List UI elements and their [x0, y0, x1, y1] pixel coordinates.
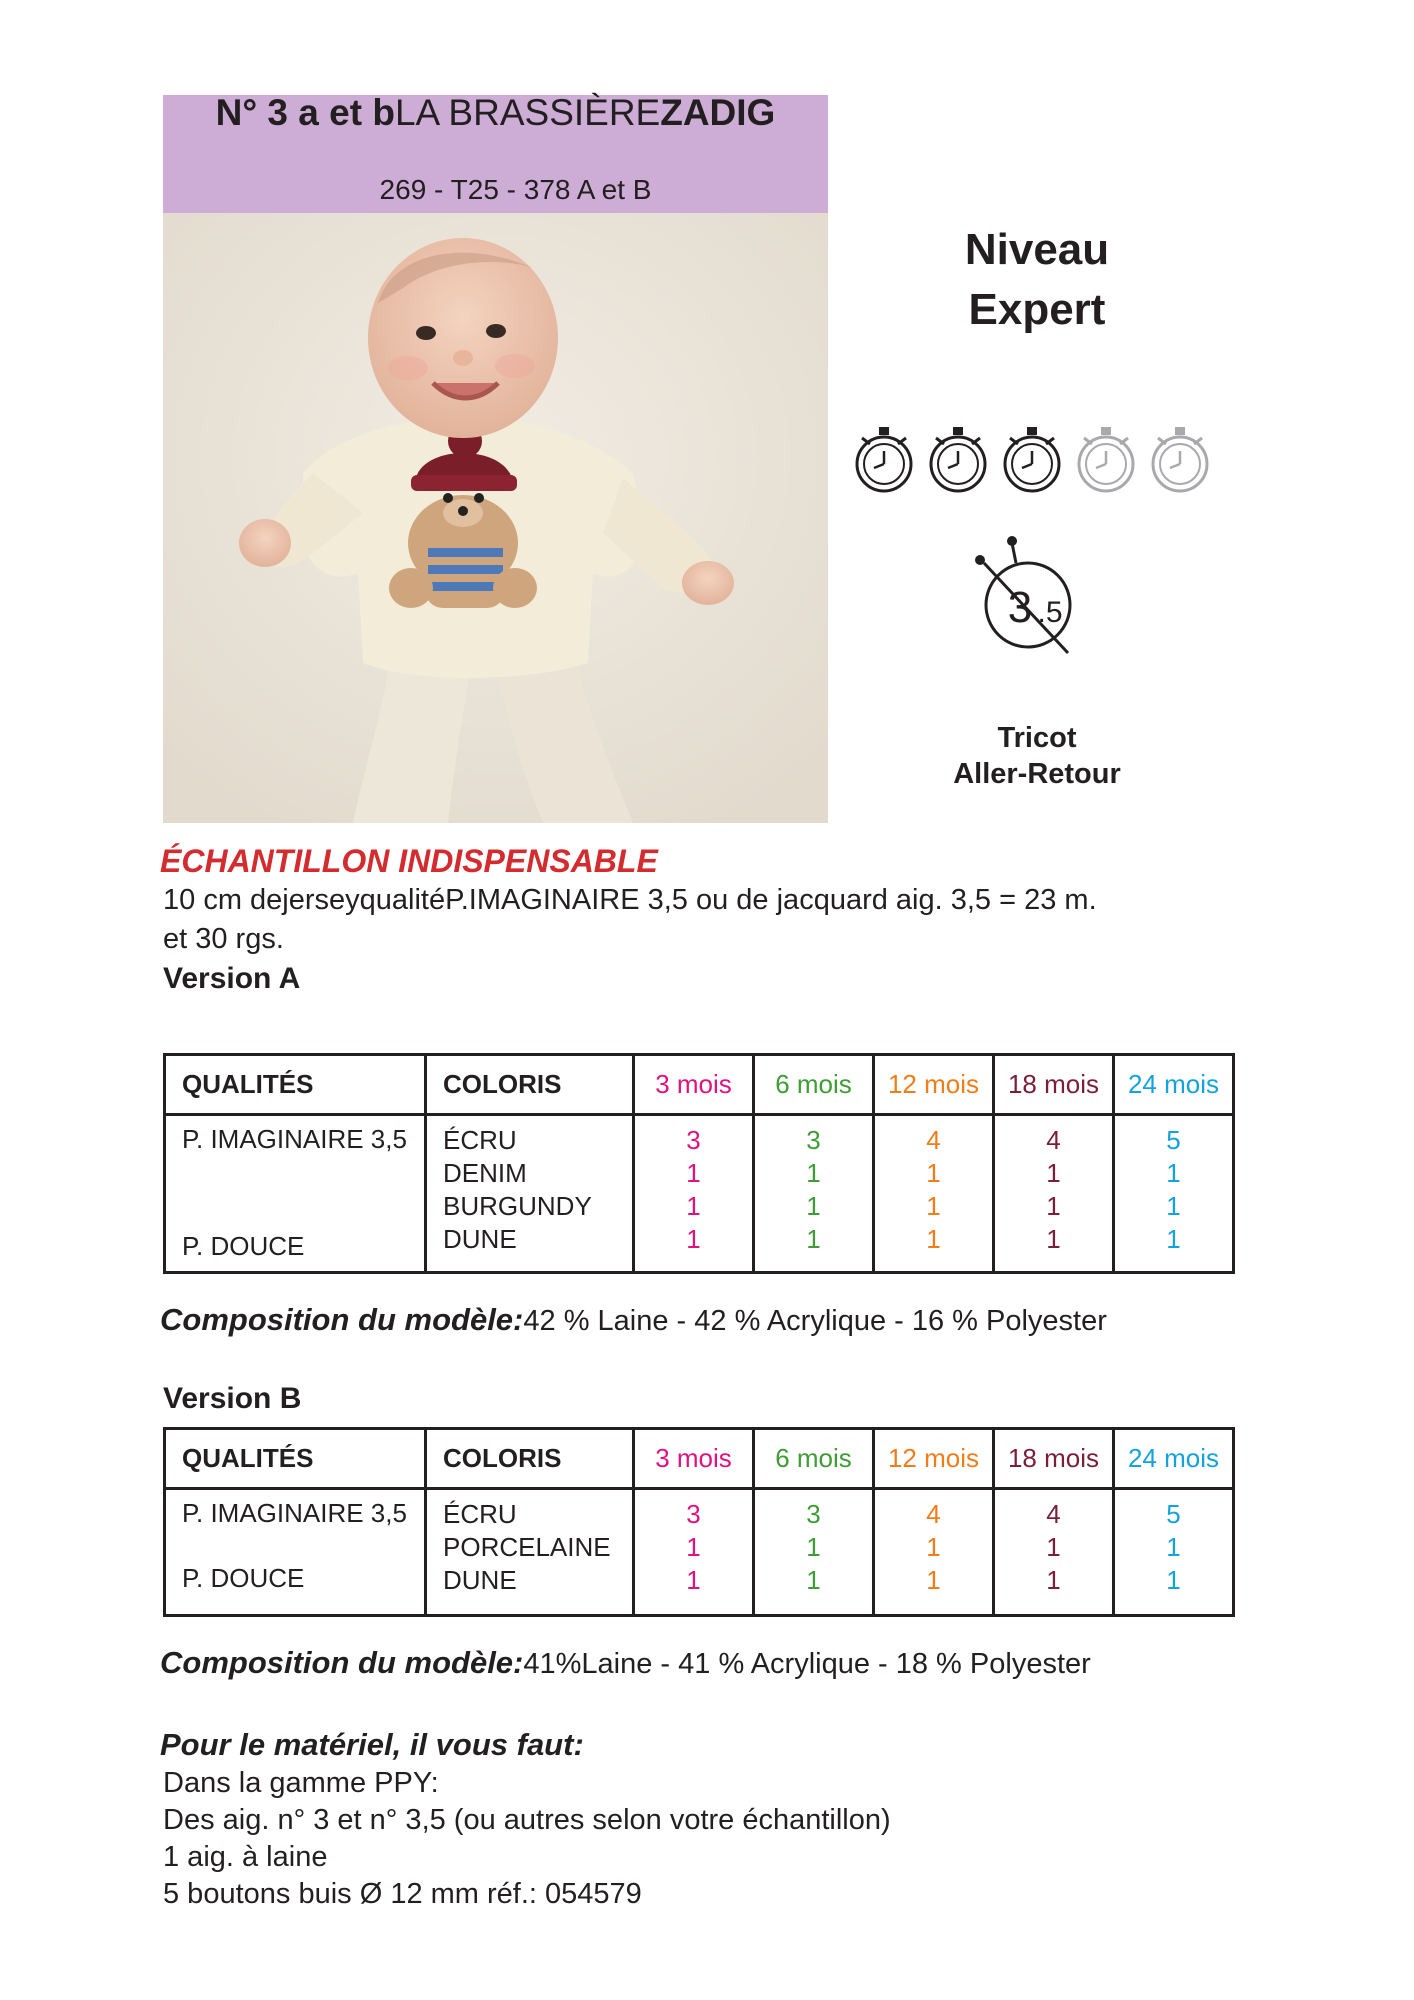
- needle-size-decimal: .5: [1037, 596, 1063, 629]
- qty-cell: 3: [686, 1499, 701, 1529]
- title-band: [163, 92, 828, 213]
- composition-a-value: 42 % Laine - 42 % Acrylique - 16 % Polyester: [523, 1305, 1107, 1337]
- header-size-18: 18 mois: [994, 1429, 1114, 1489]
- pattern-name: LA BRASSIÈRE: [394, 92, 661, 133]
- difficulty-rating: [848, 420, 1228, 500]
- materials-line: 1 aig. à laine: [163, 1841, 328, 1873]
- qty-cell: 1: [1046, 1158, 1061, 1188]
- table-row: [165, 1489, 1234, 1616]
- qty-6-mois: [754, 1489, 874, 1616]
- header-qualites: QUALITÉS: [165, 1055, 426, 1115]
- header-qualites: QUALITÉS: [165, 1429, 426, 1489]
- yarn-table-version-b: [163, 1427, 1235, 1617]
- qty-cell: 1: [926, 1532, 941, 1562]
- materials-list: [163, 1765, 891, 1913]
- qty-cell: 1: [686, 1158, 701, 1188]
- model-name: ZADIG: [660, 92, 776, 133]
- composition-b-value: 41%Laine - 41 % Acrylique - 18 % Polyester: [523, 1648, 1091, 1680]
- qty-cell: 3: [806, 1125, 821, 1155]
- qty-cell: 1: [1166, 1565, 1181, 1595]
- level-line1: Niveau: [964, 225, 1110, 274]
- yarn-table-version-a: [163, 1053, 1235, 1274]
- header-size-12: 12 mois: [874, 1429, 994, 1489]
- version-b-label: Version B: [163, 1382, 302, 1415]
- qty-cell: 3: [686, 1125, 701, 1155]
- qty-24-mois: [1114, 1489, 1234, 1616]
- materials-line: Des aig. n° 3 et n° 3,5 (ou autres selon votre échantillon): [163, 1804, 891, 1836]
- stopwatch-icon-filled: [931, 427, 985, 491]
- color-1: ÉCRU: [443, 1499, 517, 1529]
- qty-cell: 4: [1046, 1125, 1061, 1155]
- materials-line: Dans la gamme PPY:: [163, 1767, 439, 1799]
- qty-cell: 1: [806, 1224, 821, 1254]
- composition-b: [160, 1645, 1091, 1683]
- stopwatch-icon-filled: [1005, 427, 1059, 491]
- qty-cell: 1: [686, 1565, 701, 1595]
- needle-size-icon: [970, 535, 1090, 660]
- qty-cell: 1: [686, 1191, 701, 1221]
- qty-cell: 1: [1166, 1191, 1181, 1221]
- pattern-number: N° 3 a et b: [215, 92, 395, 133]
- qualities-cell: [165, 1115, 426, 1273]
- qty-cell: 5: [1166, 1125, 1181, 1155]
- table-header-row: [165, 1429, 1234, 1489]
- qty-cell: 1: [806, 1191, 821, 1221]
- quality-2: P. DOUCE: [182, 1231, 305, 1261]
- color-2: DENIM: [443, 1158, 527, 1188]
- qty-cell: 1: [1046, 1191, 1061, 1221]
- qty-cell: 1: [1166, 1224, 1181, 1254]
- pattern-title: [163, 92, 828, 133]
- qty-cell: 1: [806, 1532, 821, 1562]
- qty-12-mois: [874, 1489, 994, 1616]
- qty-cell: 1: [806, 1565, 821, 1595]
- table-header-row: [165, 1055, 1234, 1115]
- qty-3-mois: [634, 1489, 754, 1616]
- color-2: PORCELAINE: [443, 1532, 611, 1562]
- color-1: ÉCRU: [443, 1125, 517, 1155]
- header-size-3: 3 mois: [634, 1055, 754, 1115]
- baby-photo: [163, 213, 828, 823]
- color-4: DUNE: [443, 1224, 517, 1254]
- qty-cell: 5: [1166, 1499, 1181, 1529]
- bear-stripes: [428, 548, 503, 591]
- quality-1: P. IMAGINAIRE 3,5: [182, 1498, 407, 1528]
- qty-cell: 1: [686, 1532, 701, 1562]
- qty-18-mois: [994, 1115, 1114, 1273]
- qty-24-mois: [1114, 1115, 1234, 1273]
- pattern-refs: 269 - T25 - 378 A et B: [379, 174, 652, 205]
- composition-a-label: Composition du modèle:: [160, 1302, 524, 1337]
- color-3: DUNE: [443, 1565, 517, 1595]
- qty-cell: 1: [926, 1158, 941, 1188]
- materials-heading: Pour le matériel, il vous faut:: [160, 1727, 584, 1762]
- table-row: [165, 1115, 1234, 1273]
- header-coloris: COLORIS: [426, 1429, 634, 1489]
- qty-cell: 1: [1046, 1565, 1061, 1595]
- header-size-3: 3 mois: [634, 1429, 754, 1489]
- qty-6-mois: [754, 1115, 874, 1273]
- qty-cell: 1: [926, 1565, 941, 1595]
- technique-line2: Aller-Retour: [953, 758, 1121, 790]
- qty-cell: 3: [806, 1499, 821, 1529]
- quality-2: P. DOUCE: [182, 1563, 305, 1593]
- materials-line: 5 boutons buis Ø 12 mm réf.: 054579: [163, 1878, 642, 1910]
- gauge-heading: ÉCHANTILLON INDISPENSABLE: [160, 843, 658, 879]
- header-size-24: 24 mois: [1114, 1055, 1234, 1115]
- header-coloris: COLORIS: [426, 1055, 634, 1115]
- stopwatch-icon-empty: [1079, 427, 1133, 491]
- header-size-12: 12 mois: [874, 1055, 994, 1115]
- qty-cell: 1: [806, 1158, 821, 1188]
- qty-cell: 1: [1166, 1158, 1181, 1188]
- qty-3-mois: [634, 1115, 754, 1273]
- composition-a: [160, 1302, 1107, 1340]
- gauge-line2: et 30 rgs.: [163, 923, 284, 955]
- header-size-18: 18 mois: [994, 1055, 1114, 1115]
- stopwatch-icon-filled: [857, 427, 911, 491]
- qty-cell: 4: [926, 1499, 941, 1529]
- qty-18-mois: [994, 1489, 1114, 1616]
- colors-cell: [426, 1489, 634, 1616]
- header-size-6: 6 mois: [754, 1055, 874, 1115]
- technique-line1: Tricot: [997, 722, 1077, 754]
- qty-cell: 1: [926, 1191, 941, 1221]
- qty-12-mois: [874, 1115, 994, 1273]
- qty-cell: 4: [1046, 1499, 1061, 1529]
- colors-cell: [426, 1115, 634, 1273]
- level-line2: Expert: [968, 285, 1106, 334]
- needle-size-value: 3: [1007, 583, 1033, 632]
- composition-b-label: Composition du modèle:: [160, 1645, 524, 1680]
- quality-1: P. IMAGINAIRE 3,5: [182, 1124, 407, 1154]
- baby-illustration: [163, 213, 828, 823]
- color-3: BURGUNDY: [443, 1191, 592, 1221]
- qty-cell: 1: [1046, 1532, 1061, 1562]
- version-a-label: Version A: [163, 962, 301, 995]
- gauge-line1: 10 cm dejerseyqualitéP.IMAGINAIRE 3,5 ou de jacquard aig. 3,5 = 23 m.: [163, 884, 1097, 916]
- header-size-24: 24 mois: [1114, 1429, 1234, 1489]
- qty-cell: 1: [686, 1224, 701, 1254]
- qty-cell: 4: [926, 1125, 941, 1155]
- qty-cell: 1: [1046, 1224, 1061, 1254]
- qty-cell: 1: [926, 1224, 941, 1254]
- stopwatch-icon-empty: [1153, 427, 1207, 491]
- qty-cell: 1: [1166, 1532, 1181, 1562]
- header-size-6: 6 mois: [754, 1429, 874, 1489]
- qualities-cell: [165, 1489, 426, 1616]
